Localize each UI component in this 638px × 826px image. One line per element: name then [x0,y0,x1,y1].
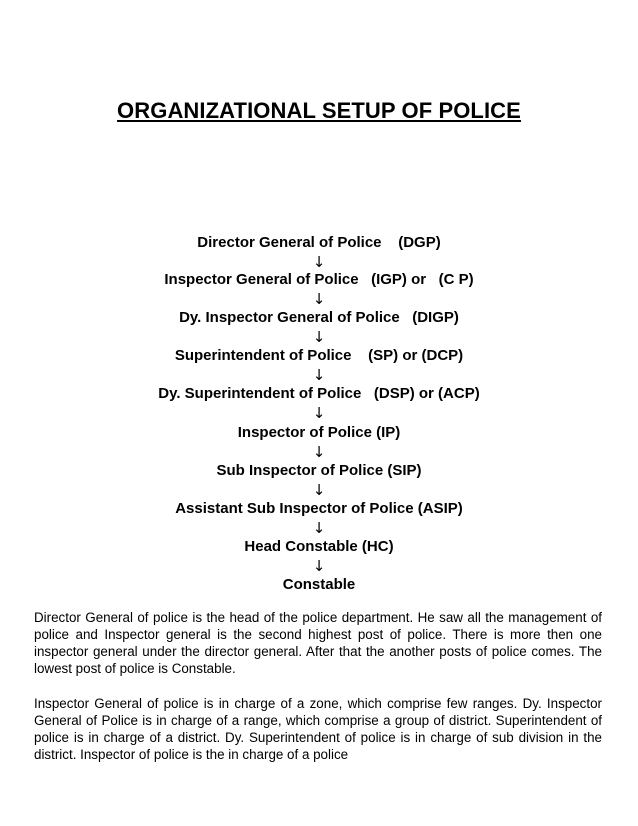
down-arrow-icon: ↓ [312,519,326,537]
down-arrow-icon: ↓ [312,443,326,461]
rank-hc: Head Constable (HC) [244,538,394,555]
down-arrow-icon: ↓ [312,366,326,384]
page-title: ORGANIZATIONAL SETUP OF POLICE [117,98,521,123]
rank-sp: Superintendent of Police (SP) or (DCP) [174,347,464,364]
rank-asip: Assistant Sub Inspector of Police (ASIP) [175,500,463,517]
rank-igp: Inspector General of Police (IGP) or (C P) [164,271,474,288]
rank-ip: Inspector of Police (IP) [237,424,401,441]
down-arrow-icon: ↓ [312,253,326,271]
rank-digp: Dy. Inspector General of Police (DIGP) [179,309,459,326]
down-arrow-icon: ↓ [312,328,326,346]
rank-constable: Constable [282,576,356,593]
down-arrow-icon: ↓ [312,404,326,422]
paragraph-jurisdiction: Inspector General of police is in charge of a zone, which comprise few ranges. Dy. Inspector General of Police is in charge of a range, which comprise a group of district. Superintendent of police is in charge of a district. Dy. Superintendent of police is in charge of sub division in the district. Inspector of police is the in charge of a police [34,696,602,762]
down-arrow-icon: ↓ [312,557,326,575]
rank-sip: Sub Inspector of Police (SIP) [216,462,422,479]
rank-dsp: Dy. Superintendent of Police (DSP) or (ACP) [158,385,480,402]
rank-dgp: Director General of Police (DGP) [197,234,441,251]
down-arrow-icon: ↓ [312,481,326,499]
down-arrow-icon: ↓ [312,290,326,308]
paragraph-overview: Director General of police is the head of the police department. He saw all the management of police and Inspector general is the second highest post of police. There is more then one inspector general under the director general. After that the another posts of police comes. The lowest post of police is Constable. [34,610,602,676]
